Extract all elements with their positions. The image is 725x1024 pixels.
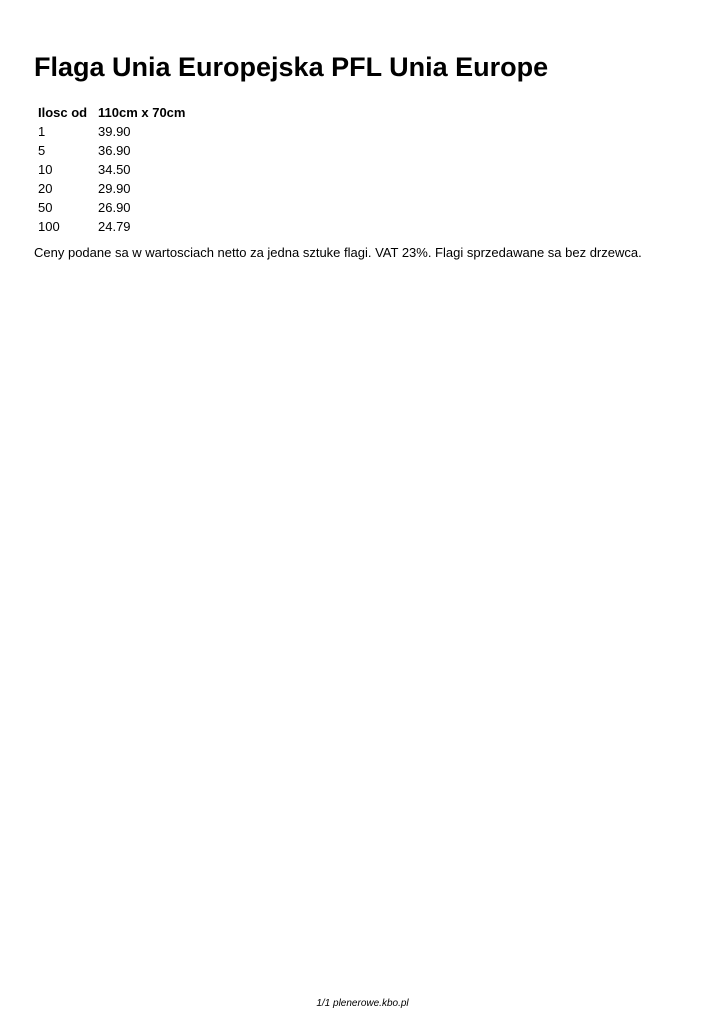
table-row: [34, 198, 189, 217]
page-title: Flaga Unia Europejska PFL Unia Europe: [34, 52, 549, 82]
price-cell: 24.79: [98, 219, 131, 234]
quantity-cell: 50: [38, 200, 53, 215]
table-row: [34, 122, 189, 141]
table-row: [34, 141, 189, 160]
table-header-row: [34, 102, 189, 122]
price-cell: 36.90: [98, 143, 131, 158]
quantity-cell: 1: [38, 124, 46, 139]
table-row: [34, 160, 189, 179]
quantity-cell: 5: [38, 143, 46, 158]
price-cell: 26.90: [98, 200, 131, 215]
column-header-quantity: Ilosc od: [38, 104, 88, 120]
price-table: [34, 102, 189, 236]
price-cell: 34.50: [98, 162, 131, 177]
pricing-note: Ceny podane sa w wartosciach netto za jedna sztuke flagi. VAT 23%. Flagi sprzedawane sa bez drzewca.: [34, 245, 642, 260]
table-row: [34, 217, 189, 236]
quantity-cell: 10: [38, 162, 53, 177]
quantity-cell: 20: [38, 181, 53, 196]
page-footer: 1/1 plenerowe.kbo.pl: [316, 998, 409, 1009]
price-cell: 39.90: [98, 124, 131, 139]
column-header-size: 110cm x 70cm: [98, 104, 186, 120]
table-row: [34, 179, 189, 198]
quantity-cell: 100: [38, 219, 60, 234]
price-cell: 29.90: [98, 181, 131, 196]
